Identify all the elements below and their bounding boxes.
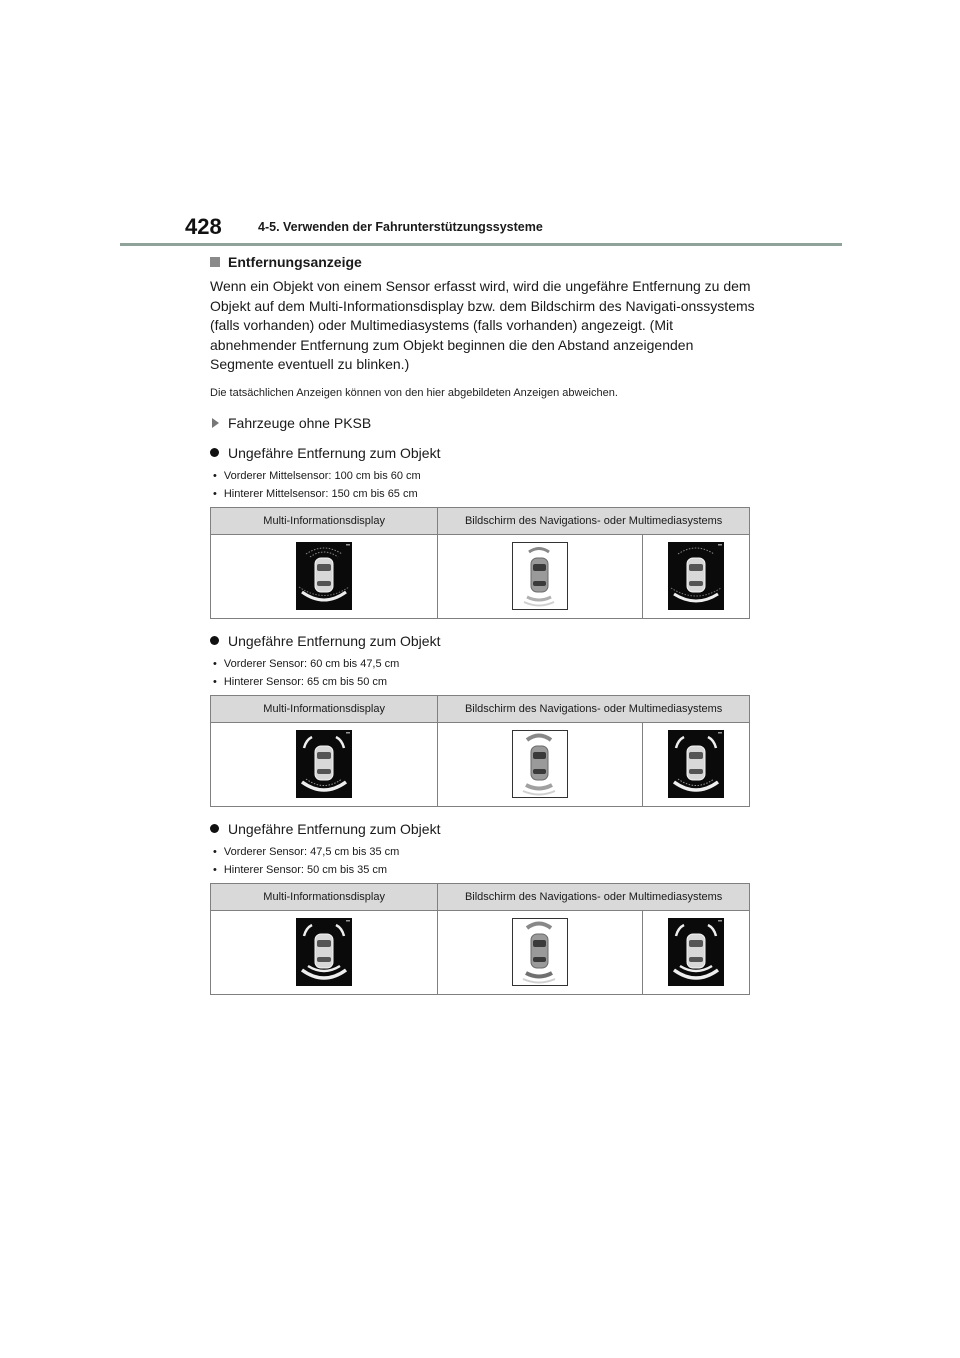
display-table xyxy=(210,883,750,995)
group-heading-text: Ungefähre Entfernung zum Objekt xyxy=(228,820,441,837)
parking-sensor-display-image xyxy=(668,918,724,986)
parking-sensor-display-image xyxy=(512,542,568,610)
parking-sensor-display-image xyxy=(296,918,352,986)
chapter-title: 4-5. Verwenden der Fahrunterstützungssysteme xyxy=(258,220,543,234)
page-number: 428 xyxy=(185,214,222,239)
distance-group-1 xyxy=(210,445,755,619)
distance-group-2 xyxy=(210,633,755,807)
table-header-nav: Bildschirm des Navigations- oder Multimediasystems xyxy=(438,883,750,910)
table-header-nav: Bildschirm des Navigations- oder Multimediasystems xyxy=(438,507,750,534)
parking-sensor-display-image xyxy=(512,918,568,986)
table-header-multi-info: Multi-Informationsdisplay xyxy=(211,695,438,722)
nav-display-image xyxy=(438,910,643,994)
parking-sensor-display-image xyxy=(668,542,724,610)
group-heading xyxy=(210,633,755,649)
section-body: Wenn ein Objekt von einem Sensor erfasst wird, wird die ungefähre Entfernung zu dem Objekt auf dem Multi-Informationsdisplay bzw. dem Bildschirm des Navigati-onssystems (falls vorhanden) oder Multimediasystems (falls vorhanden) angezeigt. (Mit abnehmender Entfernung zum Objekt beginnen die den Abstand anzeigenden Segmente eventuell zu blinken.) xyxy=(210,278,755,372)
front-sensor-range: • Vorderer Sensor: 47,5 cm bis 35 cm xyxy=(213,846,755,858)
table-header-multi-info: Multi-Informationsdisplay xyxy=(211,507,438,534)
group-heading xyxy=(210,821,755,837)
page-content xyxy=(210,254,755,1009)
display-table xyxy=(210,507,750,619)
display-table xyxy=(210,695,750,807)
nav-display-dark-image xyxy=(643,910,750,994)
header-rule xyxy=(120,243,842,246)
square-bullet-icon xyxy=(210,257,220,267)
section-heading-text: Entfernungsanzeige xyxy=(228,254,362,270)
bullet-dot-icon xyxy=(210,448,219,457)
nav-display-dark-image xyxy=(643,534,750,618)
distance-group-3 xyxy=(210,821,755,995)
multi-info-display-image xyxy=(211,534,438,618)
parking-sensor-display-image xyxy=(296,542,352,610)
group-heading-text: Ungefähre Entfernung zum Objekt xyxy=(228,444,441,461)
nav-display-image xyxy=(438,534,643,618)
table-header-nav: Bildschirm des Navigations- oder Multimediasystems xyxy=(438,695,750,722)
disclaimer-note: Die tatsächlichen Anzeigen können von den hier abgebildeten Anzeigen abweichen. xyxy=(210,386,618,399)
nav-display-dark-image xyxy=(643,722,750,806)
group-heading-text: Ungefähre Entfernung zum Objekt xyxy=(228,632,441,649)
front-sensor-range: • Vorderer Mittelsensor: 100 cm bis 60 cm xyxy=(213,470,755,482)
rear-sensor-range: • Hinterer Sensor: 50 cm bis 35 cm xyxy=(213,864,755,876)
parking-sensor-display-image xyxy=(296,730,352,798)
parking-sensor-display-image xyxy=(512,730,568,798)
rear-sensor-range: • Hinterer Sensor: 65 cm bis 50 cm xyxy=(213,676,755,688)
multi-info-display-image xyxy=(211,910,438,994)
multi-info-display-image xyxy=(211,722,438,806)
bullet-dot-icon xyxy=(210,824,219,833)
rear-sensor-range: • Hinterer Mittelsensor: 150 cm bis 65 cm xyxy=(213,488,755,500)
nav-display-image xyxy=(438,722,643,806)
triangle-bullet-icon xyxy=(212,418,219,428)
bullet-dot-icon xyxy=(210,636,219,645)
section-heading xyxy=(210,254,755,270)
table-header-multi-info: Multi-Informationsdisplay xyxy=(211,883,438,910)
group-heading xyxy=(210,445,755,461)
vehicle-note xyxy=(212,415,755,431)
vehicle-note-text: Fahrzeuge ohne PKSB xyxy=(228,414,372,431)
parking-sensor-display-image xyxy=(668,730,724,798)
front-sensor-range: • Vorderer Sensor: 60 cm bis 47,5 cm xyxy=(213,658,755,670)
